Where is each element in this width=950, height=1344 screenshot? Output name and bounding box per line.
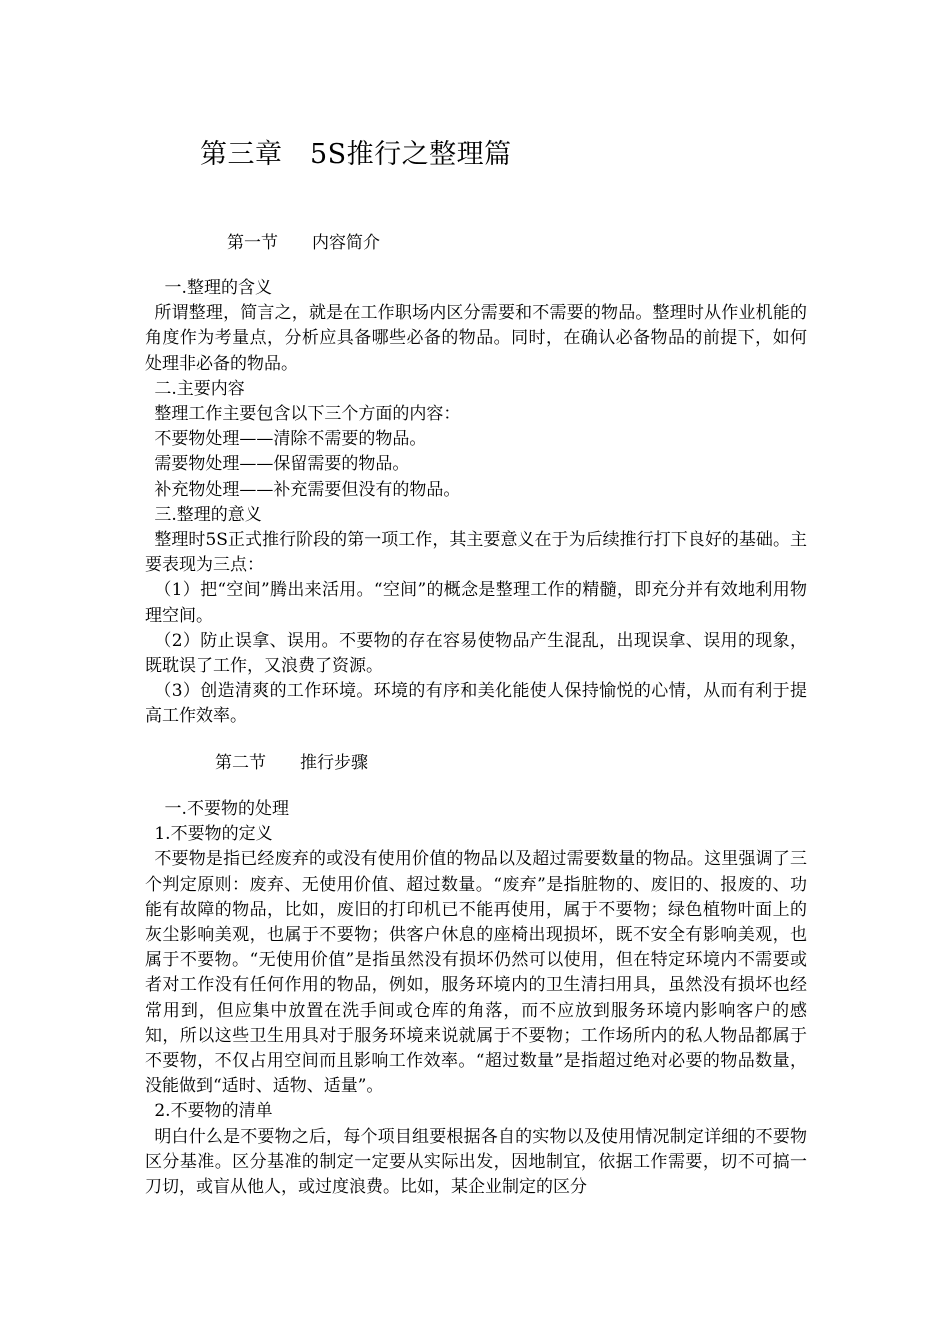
section-1-body <box>145 276 807 730</box>
heading-unneeded: 一.不要物的处理 <box>164 799 289 819</box>
paragraph-list: 明白什么是不要物之后，每个项目组要根据各自的实物以及使用情况制定详细的不要物区分基准。区分基准的制定一定要从实际出发，因地制宜，依据工作需要，切不可搞一刀切，或盲从他人，或过度浪费。比如，某企业制定的区分 <box>145 1126 807 1198</box>
heading-content: 二.主要内容 <box>154 378 245 399</box>
subheading-definition: 1.不要物的定义 <box>154 824 273 845</box>
paragraph-meaning: 所谓整理，简言之，就是在工作职场内区分需要和不需要的物品。整理时从作业机能的角度作为考量点，分析应具备哪些必备的物品。同时，在确认必备物品的前提下，如何处理非必备的物品。 <box>145 303 807 374</box>
list-item: （2）防止误拿、误用。不要物的存在容易使物品产生混乱，出现误拿、误用的现象，既耽误了工作，又浪费了资源。 <box>145 630 807 677</box>
subheading-list: 2.不要物的清单 <box>154 1101 273 1122</box>
list-item: 不要物处理——清除不需要的物品。 <box>154 429 427 450</box>
section-2-body <box>145 797 807 1200</box>
list-item: 补充物处理——补充需要但没有的物品。 <box>154 479 461 500</box>
paragraph-content-intro: 整理工作主要包含以下三个方面的内容： <box>154 404 461 425</box>
list-item: 需要物处理——保留需要的物品。 <box>154 454 410 475</box>
chapter-title: 第三章 5S推行之整理篇 <box>200 139 512 170</box>
section-heading-1: 第一节 内容简介 <box>227 233 380 253</box>
paragraph-definition: 不要物是指已经废弃的或没有使用价值的物品以及超过需要数量的物品。这里强调了三个判定原则：废弃、无使用价值、超过数量。“废弃”是指脏物的、废旧的、报废的、功能有故障的物品，比如，废旧的打印机已不能再使用，属于不要物；绿色植物叶面上的灰尘影响美观，也属于不要物；供客户休息的座椅出现损坏，既不安全有影响美观，也属于不要物。“无使用价值”是指虽然没有损坏仍然可以使用，但在特定环境内不需要或者对工作没有任何作用的物品，例如，服务环境内的卫生清扫用具，虽然没有损坏也经常用到，但应集中放置在洗手间或仓库的角落，而不应放到服务环境内影响客户的感知，所以这些卫生用具对于服务环境来说就属于不要物；工作场所内的私人物品都属于不要物，不仅占用空间而且影响工作效率。“超过数量”是指超过绝对必要的物品数量，没能做到“适时、适物、适量”。 <box>145 849 807 1097</box>
heading-meaning: 一.整理的含义 <box>164 278 272 298</box>
list-item: （1）把“空间”腾出来活用。“空间”的概念是整理工作的精髓，即充分并有效地利用物理空间。 <box>145 580 807 626</box>
heading-significance: 三.整理的意义 <box>154 504 262 525</box>
list-item: （3）创造清爽的工作环境。环境的有序和美化能使人保持愉悦的心情，从而有利于提高工作效率。 <box>145 681 807 727</box>
paragraph-significance: 整理时5S正式推行阶段的第一项工作，其主要意义在于为后续推行打下良好的基础。主要表现为三点： <box>145 530 807 576</box>
section-heading-2: 第二节 推行步骤 <box>215 753 368 773</box>
